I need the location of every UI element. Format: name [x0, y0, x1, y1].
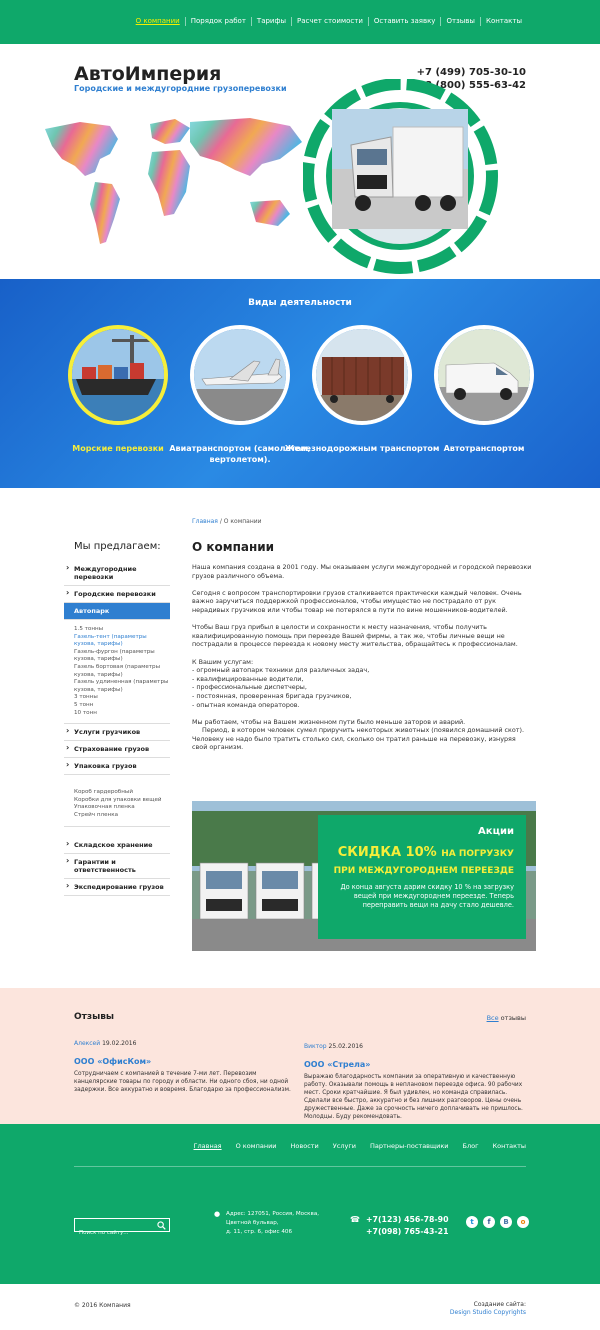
- sidebar-item-loaders[interactable]: › Услуги грузчиков: [64, 724, 170, 741]
- footer-nav-blog[interactable]: Блог: [462, 1142, 479, 1150]
- nav-workflow[interactable]: Порядок работ: [185, 17, 251, 26]
- sidebar-item-insurance[interactable]: › Страхование грузов: [64, 741, 170, 758]
- promo-discount-target: НА ПОГРУЗКУ: [441, 849, 514, 859]
- services-list-item: - постоянная, проверенная бригада грузчиков,: [192, 691, 352, 700]
- header-phone-1[interactable]: +7 (499) 705-30-10: [416, 67, 526, 78]
- footer: [0, 1124, 600, 1284]
- review-company[interactable]: ООО «Стрела»: [304, 1060, 371, 1069]
- sub-item-5t[interactable]: 5 тонн: [74, 701, 94, 708]
- breadcrumb-home[interactable]: Главная: [192, 518, 218, 525]
- sub-item-wardrobe-box[interactable]: Короб гардеробный: [74, 789, 133, 796]
- sidebar-menu: [64, 561, 170, 896]
- nav-request[interactable]: Оставить заявку: [368, 17, 441, 26]
- review-meta: [74, 1040, 296, 1047]
- services-section: [0, 279, 600, 488]
- services-title: Виды деятельности: [248, 298, 352, 308]
- header: [0, 44, 600, 279]
- services-list-item: - квалифицированные водители,: [192, 674, 304, 683]
- reviews-all-link[interactable]: Все: [486, 1014, 499, 1022]
- footer-nav-partners[interactable]: Партнеры-поставщики: [369, 1142, 449, 1150]
- review-date: 25.02.2016: [328, 1043, 363, 1050]
- site-logo[interactable]: АвтоИмперия: [74, 63, 222, 85]
- rail-transport-image[interactable]: [312, 325, 412, 425]
- sidebar-item-intercity[interactable]: › Междугородние перевозки: [64, 561, 170, 586]
- review-author[interactable]: Алексей: [74, 1040, 101, 1047]
- footer-nav-services[interactable]: Услуги: [332, 1142, 356, 1150]
- review-date: 19.02.2016: [102, 1040, 137, 1047]
- services-list-item: - профессиональные диспетчеры,: [192, 683, 307, 692]
- sidebar-submenu-packing: [64, 775, 170, 826]
- services-list-item: - опытная команда операторов.: [192, 700, 300, 709]
- service-air[interactable]: [169, 325, 311, 464]
- auto-transport-image[interactable]: [434, 325, 534, 425]
- review-card: [74, 1040, 296, 1094]
- address-line: Цветной бульвар,: [226, 1220, 279, 1226]
- nav-contacts[interactable]: Контакты: [480, 17, 527, 26]
- sub-item-boxes[interactable]: Коробки для упаковки вещей: [74, 796, 162, 803]
- header-phone-2[interactable]: 8 (800) 555-63-42: [425, 80, 526, 91]
- sub-item-wrap-film[interactable]: Упаковочная пленка: [74, 804, 135, 811]
- breadcrumb-current: О компании: [223, 518, 262, 525]
- footer-nav-home[interactable]: Главная: [193, 1142, 222, 1150]
- social-links: [466, 1216, 534, 1228]
- reviews-title: Отзывы: [74, 1012, 115, 1022]
- sub-item-1-5t[interactable]: 1.5 тонны: [74, 626, 104, 632]
- review-meta: [304, 1043, 526, 1050]
- truck-illustration: [303, 79, 498, 274]
- footer-phone-1[interactable]: +7(123) 456-78-90: [366, 1215, 449, 1224]
- service-sea-label[interactable]: Морские перевозки: [72, 444, 164, 453]
- nav-calc[interactable]: Расчет стоимости: [291, 17, 368, 26]
- review-text: Выражаю благодарность компании за оперативную и качественную работу. Оказывали помощь в неплановом переезде офиса. 90 рабочих мест. Сроки кратчайшие. Я был удивлен, но команда справилась. Сделали все быстро, аккуратно и без лишних разговоров. Цены очень дружественные. Даже за срочность ничего доплачивать не пришлось. Молодцы. Буду рекомендовать.: [304, 1074, 523, 1120]
- sidebar-item-city[interactable]: › Городские перевозки: [64, 586, 170, 603]
- services-list-item: - огромный автопарк техники для различных задач,: [192, 666, 370, 675]
- service-air-label[interactable]: Авиатранспортом (самолетом, вертолетом).: [169, 444, 311, 464]
- sidebar-title: Мы предлагаем:: [74, 541, 161, 552]
- air-transport-image[interactable]: [190, 325, 290, 425]
- odnoklassniki-icon[interactable]: о: [517, 1216, 529, 1228]
- review-company[interactable]: ООО «ОфисКом»: [74, 1057, 152, 1066]
- site-credit: [450, 1301, 526, 1317]
- content-paragraph-2: Сегодня с вопросом транспортировки грузов сталкивается практически каждый человек. Очень важно заручиться поддержкой профессионалов, чтобы имущество не пострадало от рук нерадивых грузчиков или чтобы товар не потерялся в пути по вине мошенников-водителей.: [192, 588, 522, 614]
- footer-nav: [180, 1142, 526, 1150]
- footer-address: [214, 1210, 319, 1237]
- sidebar-item-packing[interactable]: › Упаковка грузов: [64, 758, 170, 775]
- top-nav: [0, 0, 600, 44]
- sub-item-gazel-board[interactable]: Газель бортовая (параметры кузова, тарифы): [74, 663, 161, 678]
- service-rail-label[interactable]: Железнодорожным транспортом: [284, 444, 440, 453]
- credit-link[interactable]: Design Studio Copyrights: [449, 1309, 526, 1316]
- content-paragraph-3: Чтобы Ваш груз прибыл в целости и сохранности к месту назначения, чтобы получить квалифицированную помощь при переезде Вашей фирмы, а так же, чтобы личные вещи не пострадали в процессе переезда к новому месту жительства, обращайтесь к профессионалам.: [192, 623, 518, 649]
- facebook-icon[interactable]: f: [483, 1216, 495, 1228]
- review-author[interactable]: Виктор: [304, 1043, 327, 1050]
- breadcrumb: [192, 518, 262, 525]
- sidebar-item-forwarding[interactable]: › Экспедирование грузов: [64, 879, 170, 896]
- service-sea[interactable]: [68, 325, 168, 453]
- review-text: Сотрудничаем с компанией в течение 7-ми лет. Перевозим канцелярские товары по городу и области. Ни одного сбоя, ни одной задержки. Все аккуратно и вовремя. Благодарю за профессионализм.: [74, 1071, 291, 1093]
- service-auto-label[interactable]: Автотранспортом: [443, 444, 525, 453]
- service-auto[interactable]: [434, 325, 534, 453]
- content-paragraph-4: Мы работаем, чтобы на Вашем жизненном пути было меньше заторов и аварий.: [192, 717, 466, 726]
- sub-item-gazel-van[interactable]: Газель-фургон (параметры кузова, тарифы): [74, 648, 155, 663]
- sub-item-10t[interactable]: 10 тонн: [74, 709, 97, 716]
- promo-text: До конца августа дарим скидку 10 % на загрузку вещей при междугороднем переезде. Теперь переправить вещи на дачу стало дешевле.: [340, 883, 514, 909]
- sea-transport-image[interactable]: [68, 325, 168, 425]
- footer-nav-contacts[interactable]: Контакты: [492, 1142, 526, 1150]
- promo-banner[interactable]: [192, 801, 536, 951]
- phone-icon: ☎: [350, 1215, 360, 1224]
- footer-divider: [74, 1166, 526, 1167]
- services-intro: К Вашим услугам:: [192, 657, 254, 666]
- sidebar-item-autopark[interactable]: Автопарк: [64, 603, 170, 620]
- nav-reviews[interactable]: Отзывы: [440, 17, 480, 26]
- promo-headline: [334, 845, 514, 879]
- sidebar-item-guarantees[interactable]: › Гарантии и ответственность: [64, 854, 170, 879]
- footer-phones: [350, 1214, 449, 1238]
- site-slogan: Городские и междугородние грузоперевозки: [74, 84, 287, 93]
- review-card: [304, 1043, 526, 1121]
- reviews-all-suffix: отзывы: [498, 1014, 526, 1022]
- service-rail[interactable]: [284, 325, 440, 453]
- search-box: [74, 1218, 170, 1232]
- location-pin-icon: ●: [214, 1210, 221, 1218]
- sidebar-submenu-autopark: [64, 620, 170, 724]
- reviews-all: [487, 1014, 526, 1022]
- vk-icon[interactable]: В: [500, 1216, 512, 1228]
- address-line: Адрес: 127051, Россия, Москва,: [226, 1211, 320, 1217]
- reviews-section: [0, 988, 600, 1124]
- search-input[interactable]: [75, 1227, 155, 1239]
- nav-tariffs[interactable]: Тарифы: [251, 17, 291, 26]
- content-services-list: [192, 658, 532, 710]
- footer-phone-2[interactable]: +7(098) 765-43-21: [366, 1227, 449, 1236]
- sub-item-gazel-tent[interactable]: Газель-тент (параметры кузова, тарифы): [74, 633, 147, 648]
- content-paragraph-1: Наша компания создана в 2001 году. Мы оказываем услуги междугородней и городской перевозки грузов различного объема.: [192, 563, 532, 580]
- page-title: О компании: [192, 540, 275, 554]
- credit-label: Создание сайта:: [473, 1301, 526, 1308]
- sidebar-item-storage[interactable]: › Складское хранение: [64, 837, 170, 854]
- twitter-icon[interactable]: t: [466, 1216, 478, 1228]
- footer-nav-about[interactable]: О компании: [235, 1142, 277, 1150]
- promo-box: [318, 815, 526, 939]
- sub-item-stretch-film[interactable]: Стрейч пленка: [74, 811, 119, 818]
- promo-condition: ПРИ МЕЖДУГОРОДНЕМ ПЕРЕЕЗДЕ: [333, 866, 514, 876]
- address-line: д. 11, стр. 6, офис 406: [226, 1229, 293, 1235]
- nav-about[interactable]: О компании: [135, 17, 180, 25]
- sub-item-3t[interactable]: 3 тонны: [74, 694, 98, 701]
- main-content: [192, 540, 532, 761]
- promo-discount: СКИДКА 10%: [337, 845, 437, 860]
- promo-title: Акции: [478, 826, 514, 837]
- footer-nav-news[interactable]: Новости: [290, 1142, 319, 1150]
- world-map-illustration: [40, 114, 310, 254]
- copyright: © 2016 Компания: [74, 1302, 131, 1309]
- content-paragraph-5: Период, в котором человек сумел приручить некоторых животных (появился домашний скот). Человеку не надо было тратить столько сил, сколько он тратил раньше на перевозку, изнуряя свой организм.: [192, 726, 525, 752]
- search-icon[interactable]: [157, 1221, 166, 1230]
- breadcrumb-separator: /: [217, 518, 224, 525]
- sub-item-gazel-long[interactable]: Газель удлиненная (параметры кузова, тарифы): [74, 679, 169, 693]
